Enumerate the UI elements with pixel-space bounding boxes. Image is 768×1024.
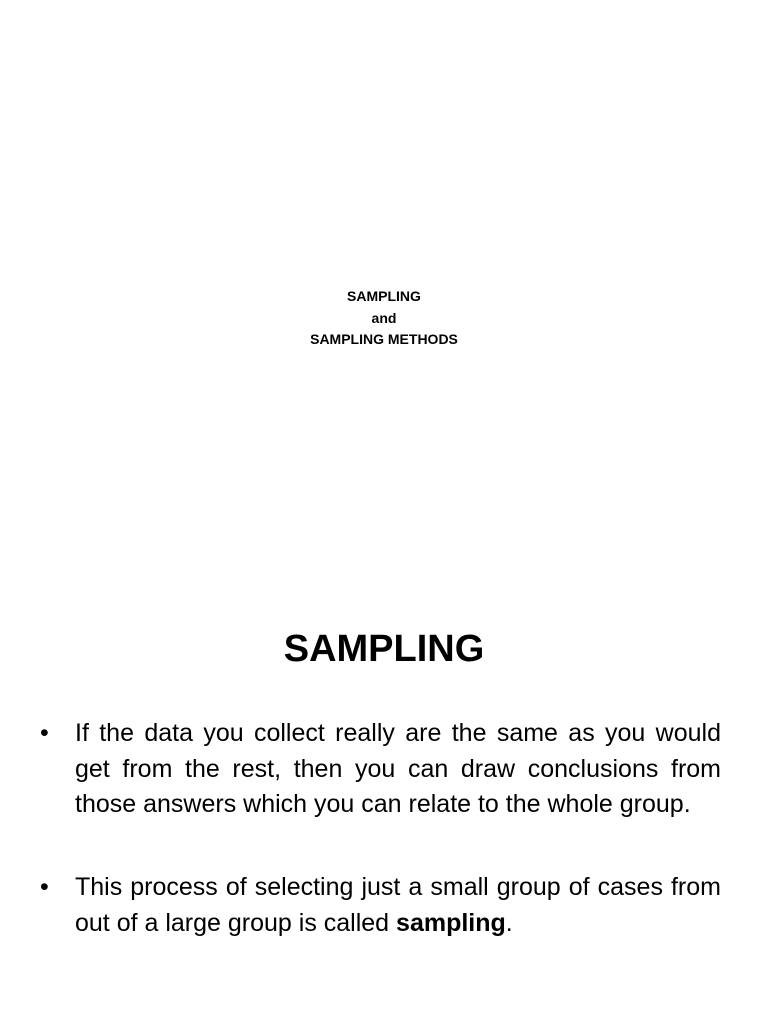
bullet-item-2	[40, 870, 721, 941]
slide-title	[0, 286, 768, 351]
emphasized-term: sampling	[396, 908, 506, 937]
bullet-text-end: .	[505, 908, 513, 937]
section-heading: SAMPLING	[283, 628, 485, 670]
bullet-item-1	[40, 716, 721, 823]
title-line-3: SAMPLING METHODS	[310, 331, 458, 347]
title-line-1: SAMPLING	[347, 288, 421, 304]
bullet-text: If the data you collect really are the same as you would get from the rest, then you can draw conclusions from those answers which you can relate to the whole group.	[75, 719, 721, 819]
bullet-text	[75, 873, 721, 937]
bullet-icon: •	[40, 873, 49, 902]
bullet-list	[40, 716, 721, 942]
bullet-icon: •	[40, 719, 49, 747]
bullet-text-start: This process of selecting just a small group of cases from out of a large group is called	[75, 873, 721, 937]
title-line-2: and	[371, 309, 397, 326]
